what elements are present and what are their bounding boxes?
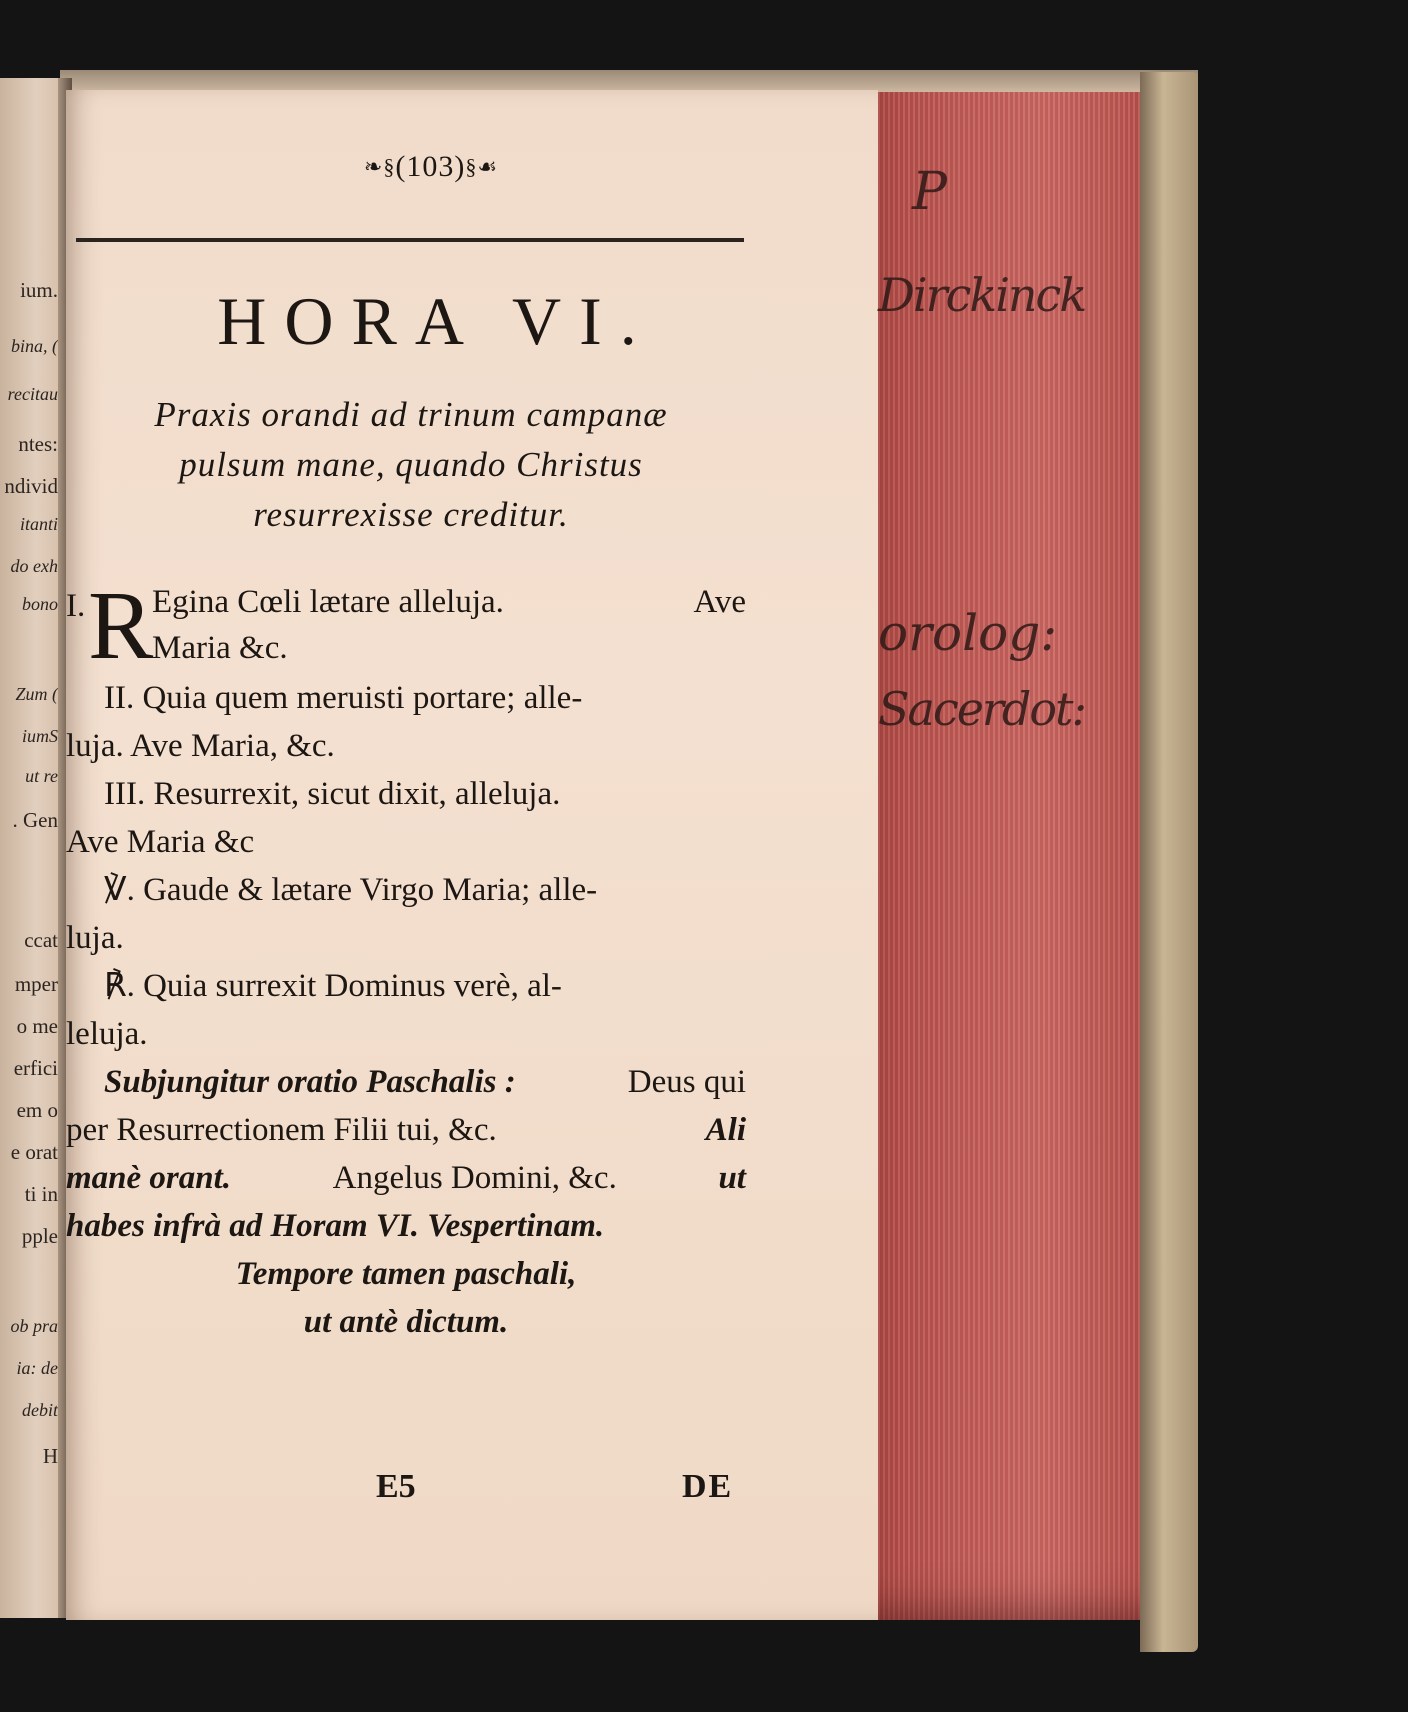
verse-number: I. xyxy=(66,588,86,624)
verse-1-line-2: Maria &c. xyxy=(152,630,288,666)
previous-page-text-fragment: ti in xyxy=(24,1182,58,1206)
verse-text: Ave xyxy=(693,584,746,620)
prayer-text xyxy=(66,572,746,1346)
verse-3-line-1: III. Resurrexit, sicut dixit, alleluja. xyxy=(104,776,561,812)
subtitle-line: pulsum mane, quando Christus xyxy=(179,445,643,484)
verse-text: Egina Cœli lætare alleluja. xyxy=(152,584,504,620)
previous-page-text-fragment: erfici xyxy=(13,1056,58,1080)
oration-line-2 xyxy=(66,1106,746,1154)
previous-page-text-fragment: bono xyxy=(22,594,58,614)
right-ornament-icon: §☙ xyxy=(465,154,499,179)
previous-page-text-fragment: ntes: xyxy=(18,432,58,456)
oration-rubric: ut xyxy=(718,1160,746,1196)
verse-1-line-1 xyxy=(152,578,746,626)
edge-inscription-line: Dirckinck xyxy=(878,268,1086,322)
response-line-2: leluja. xyxy=(66,1016,148,1052)
previous-page-text-fragment: debit xyxy=(22,1400,58,1420)
chapter-heading: HORA VI. xyxy=(217,283,655,359)
oration-text: Angelus Domini, &c. xyxy=(332,1160,617,1196)
oration-line-5: Tempore tamen paschali, xyxy=(235,1256,577,1292)
book-cover-top-edge xyxy=(60,70,1198,92)
previous-page-text-fragment: ia: de xyxy=(16,1358,58,1378)
oration-line-6: ut antè dictum. xyxy=(303,1304,509,1340)
header-rule xyxy=(76,238,744,242)
previous-page-text-fragment: mper xyxy=(14,972,58,996)
oration-text: Deus qui xyxy=(627,1064,746,1100)
drop-cap: R xyxy=(88,572,154,680)
oration-text: per Resurrectionem Filii tui, &c. xyxy=(66,1112,497,1148)
catchword: DE xyxy=(682,1468,734,1505)
previous-page-text-fragment: iumS xyxy=(22,726,58,746)
previous-page-text-fragment: o me xyxy=(16,1014,58,1038)
previous-page-text-fragment: ium. xyxy=(20,278,58,302)
edge-inscription-line: P xyxy=(912,162,947,222)
left-ornament-icon: ❧§ xyxy=(363,154,396,179)
previous-page-text-fragment: e orat xyxy=(10,1140,58,1164)
previous-page-sliver xyxy=(0,78,66,1618)
previous-page-text-fragment: em o xyxy=(16,1098,58,1122)
subtitle-line: Praxis orandi ad trinum campanæ xyxy=(154,395,668,434)
previous-page-text-fragment: ccat xyxy=(24,928,58,952)
previous-page-text-fragment: bina, ( xyxy=(11,336,58,356)
page-edges-red xyxy=(878,92,1154,1620)
page-103 xyxy=(66,90,878,1620)
verse-2-line-1: II. Quia quem meruisti portare; alle- xyxy=(104,680,583,716)
previous-page-text-fragment: do exh xyxy=(10,556,58,576)
previous-page-text-fragment: . Gen xyxy=(12,808,58,832)
oration-line-1 xyxy=(66,1058,746,1106)
previous-page-text-fragment: pple xyxy=(21,1224,58,1248)
oration-rubric: Subjungitur oratio Paschalis : xyxy=(104,1064,516,1100)
previous-page-text-fragment: ob pra xyxy=(10,1316,58,1336)
versicle-line-2: luja. xyxy=(66,920,124,956)
previous-page-text-fragment: ut re xyxy=(25,766,58,786)
edge-inscription-line: Sacerdot: xyxy=(878,682,1086,736)
oration-line-3 xyxy=(66,1154,746,1202)
subtitle-line: resurrexisse creditur. xyxy=(253,495,569,534)
versicle-line-1: ℣. Gaude & lætare Virgo Maria; alle- xyxy=(104,872,598,908)
oration-rubric: manè orant. xyxy=(66,1160,232,1196)
oration-rubric: Ali xyxy=(705,1112,746,1148)
previous-page-text-fragment: ndivid xyxy=(4,474,58,498)
edge-inscription-line: orolog: xyxy=(878,604,1058,662)
response-line-1: ℟. Quia surrexit Dominus verè, al- xyxy=(104,968,562,1004)
verse-1 xyxy=(66,572,746,680)
verse-3-line-2: Ave Maria &c xyxy=(66,824,255,860)
signature-mark: E5 xyxy=(376,1468,416,1505)
page-number: (103) xyxy=(395,150,466,183)
page-number-header xyxy=(271,150,591,184)
chapter-subtitle xyxy=(66,390,756,540)
previous-page-text-fragment: itanti xyxy=(19,514,58,534)
previous-page-text-fragment: H xyxy=(42,1444,58,1468)
oration-line-4: habes infrà ad Horam VI. Vespertinam. xyxy=(66,1208,605,1244)
verse-2-line-2: luja. Ave Maria, &c. xyxy=(66,728,335,764)
book-cover-fore-edge xyxy=(1140,72,1198,1652)
previous-page-text-fragment: Zum ( xyxy=(15,684,58,704)
previous-page-text-fragment: recitau xyxy=(7,384,58,404)
